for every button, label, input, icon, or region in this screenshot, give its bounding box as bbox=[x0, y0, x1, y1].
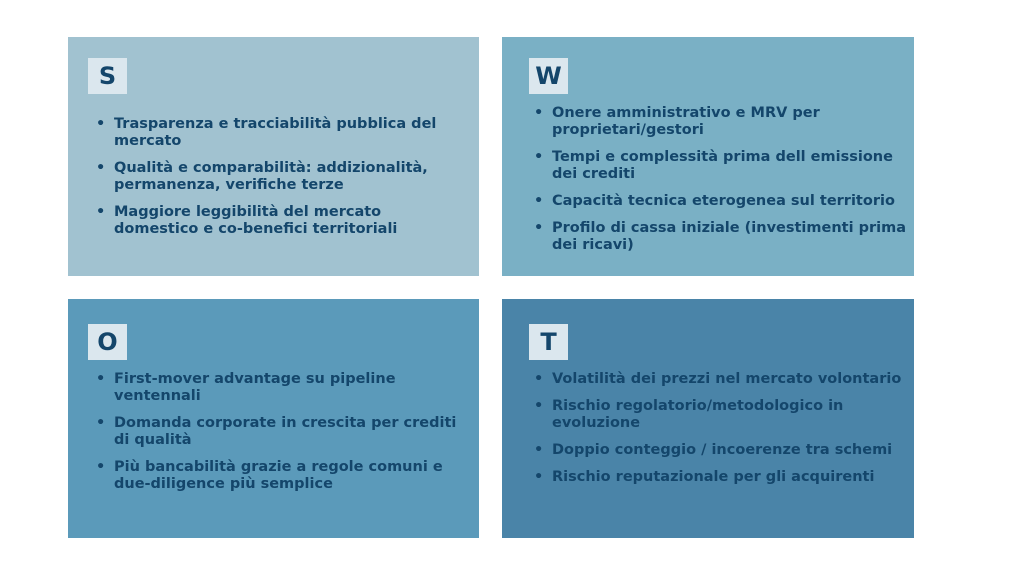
threats-item: • Doppio conteggio / incoerenze tra schemi bbox=[532, 442, 907, 459]
strengths-quadrant bbox=[68, 37, 479, 276]
opportunities-quadrant bbox=[68, 299, 479, 538]
threats-list bbox=[532, 371, 907, 496]
opportunities-badge: O bbox=[88, 324, 127, 360]
threats-badge: T bbox=[529, 324, 568, 360]
threats-item: • Rischio reputazionale per gli acquirenti bbox=[532, 469, 907, 486]
strengths-item: • Qualità e comparabilità: addizionalità, permanenza, verifiche terze bbox=[94, 160, 464, 194]
weaknesses-list bbox=[532, 105, 907, 264]
opportunities-item: • Più bancabilità grazie a regole comuni e due-diligence più semplice bbox=[94, 459, 464, 493]
strengths-item: • Trasparenza e tracciabilità pubblica del mercato bbox=[94, 116, 464, 150]
strengths-list bbox=[94, 116, 464, 248]
strengths-badge: S bbox=[88, 58, 127, 94]
weaknesses-item: • Onere amministrativo e MRV per proprietari/gestori bbox=[532, 105, 907, 139]
weaknesses-item: • Profilo di cassa iniziale (investimenti prima dei ricavi) bbox=[532, 220, 907, 254]
opportunities-item: • First-mover advantage su pipeline ventennali bbox=[94, 371, 464, 405]
threats-item: • Volatilità dei prezzi nel mercato volontario bbox=[532, 371, 907, 388]
weaknesses-badge: W bbox=[529, 58, 568, 94]
opportunities-list bbox=[94, 371, 464, 503]
weaknesses-item: • Tempi e complessità prima dell emissione dei crediti bbox=[532, 149, 907, 183]
strengths-item: • Maggiore leggibilità del mercato domestico e co-benefici territoriali bbox=[94, 204, 464, 238]
weaknesses-item: • Capacità tecnica eterogenea sul territorio bbox=[532, 193, 907, 210]
threats-item: • Rischio regolatorio/metodologico in evoluzione bbox=[532, 398, 907, 432]
opportunities-item: • Domanda corporate in crescita per crediti di qualità bbox=[94, 415, 464, 449]
threats-quadrant bbox=[502, 299, 914, 538]
weaknesses-quadrant bbox=[502, 37, 914, 276]
